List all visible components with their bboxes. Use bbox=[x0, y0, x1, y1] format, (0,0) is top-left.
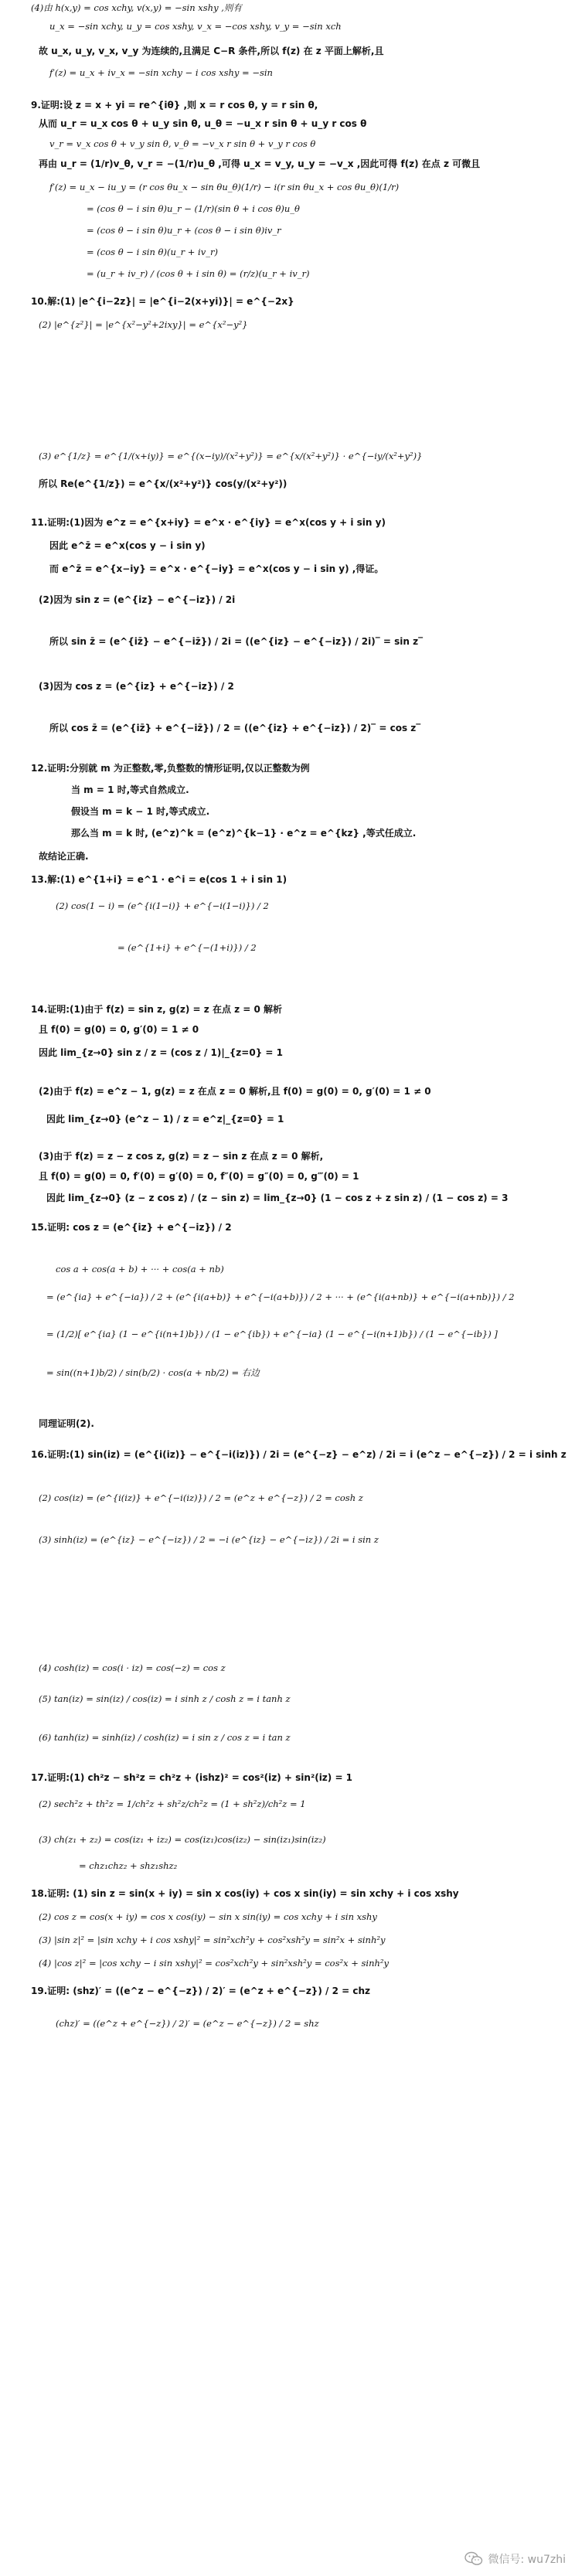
text-line: (2) cos(1 − i) = (e^{i(1−i)} + e^{−i(1−i)}) / 2 bbox=[56, 900, 269, 911]
text-line: 12.证明:分别就 m 为正整数,零,负整数的情形证明,仅以正整数为例 bbox=[31, 763, 310, 774]
text-line: 因此 lim_{z→0} (z − z cos z) / (z − sin z) = lim_{z→0} (1 − cos z + z sin z) / (1 − cos z) = 3 bbox=[46, 1193, 509, 1203]
text-line: (4) cosh(iz) = cos(i · iz) = cos(−z) = cos z bbox=[39, 1662, 226, 1673]
text-line: = (cos θ − i sin θ)u_r + (cos θ − i sin θ)iv_r bbox=[87, 225, 281, 236]
text-line: 同理证明(2). bbox=[39, 1418, 94, 1429]
text-line: (3)因为 cos z = (e^{iz} + e^{−iz}) / 2 bbox=[39, 681, 234, 692]
text-line: 15.证明: cos z = (e^{iz} + e^{−iz}) / 2 bbox=[31, 1222, 232, 1233]
text-line: 所以 sin z̄ = (e^{iz̄} − e^{−iz̄}) / 2i = ((e^{iz} − e^{−iz}) / 2i)‾ = sin z‾ bbox=[49, 636, 424, 647]
text-line: (2) cos z = cos(x + iy) = cos x cos(iy) − sin x sin(iy) = cos xchy + i sin xshy bbox=[39, 1911, 377, 1922]
text-line: 因此 lim_{z→0} sin z / z = (cos z / 1)|_{z=0} = 1 bbox=[39, 1047, 283, 1058]
text-line: 而 e^z̄ = e^{x−iy} = e^x · e^{−iy} = e^x(cos y − i sin y) ,得证。 bbox=[49, 563, 384, 574]
text-line: 18.证明: (1) sin z = sin(x + iy) = sin x cos(iy) + cos x sin(iy) = sin xchy + i cos xshy bbox=[31, 1888, 459, 1899]
text-line: 11.证明:(1)因为 e^z = e^{x+iy} = e^x · e^{iy} = e^x(cos y + i sin y) bbox=[31, 517, 386, 528]
watermark bbox=[464, 2551, 566, 2567]
text-line: 14.证明:(1)由于 f(z) = sin z, g(z) = z 在点 z = 0 解析 bbox=[31, 1004, 283, 1015]
text-line: 10.解:(1) |e^{i−2z}| = |e^{i−2(x+yi)}| = e^{−2x} bbox=[31, 296, 294, 307]
text-line: 所以 Re(e^{1/z}) = e^{x/(x²+y²)} cos(y/(x²+y²)) bbox=[39, 478, 288, 489]
text-line: (2)由于 f(z) = e^z − 1, g(z) = z 在点 z = 0 解析,且 f(0) = g(0) = 0, g′(0) = 1 ≠ 0 bbox=[39, 1086, 431, 1097]
text-line: (3) |sin z|² = |sin xchy + i cos xshy|² = sin²xch²y + cos²xsh²y = sin²x + sinh²y bbox=[39, 1935, 386, 1945]
text-line: 假设当 m = k − 1 时,等式成立. bbox=[71, 806, 210, 817]
text-line: (4)由 h(x,y) = cos xchy, v(x,y) = −sin xshy ,则有 bbox=[31, 2, 242, 13]
text-line: 17.证明:(1) ch²z − sh²z = ch²z + (ishz)² = cos²(iz) + sin²(iz) = 1 bbox=[31, 1772, 353, 1783]
text-line: (5) tan(iz) = sin(iz) / cos(iz) = i sinh z / cosh z = i tanh z bbox=[39, 1693, 291, 1704]
text-line: 故 u_x, u_y, v_x, v_y 为连续的,且满足 C−R 条件,所以 f(z) 在 z 平面上解析,且 bbox=[39, 46, 384, 56]
text-line: 因此 e^z̄ = e^x(cos y − i sin y) bbox=[49, 540, 206, 551]
text-line: 且 f(0) = g(0) = 0, g′(0) = 1 ≠ 0 bbox=[39, 1024, 199, 1035]
text-line: 9.证明:设 z = x + yi = re^{iθ} ,则 x = r cos θ, y = r sin θ, bbox=[31, 100, 318, 111]
text-line: (6) tanh(iz) = sinh(iz) / cosh(iz) = i sin z / cos z = i tan z bbox=[39, 1732, 291, 1743]
text-line: 13.解:(1) e^{1+i} = e^1 · e^i = e(cos 1 + i sin 1) bbox=[31, 874, 288, 885]
text-line: = (e^{ia} + e^{−ia}) / 2 + (e^{i(a+b)} + e^{−i(a+b)}) / 2 + ··· + (e^{i(a+nb)} + e^{−i(a+nb)}) / 2 bbox=[46, 1291, 515, 1302]
text-line: (3) e^{1/z} = e^{1/(x+iy)} = e^{(x−iy)/(x²+y²)} = e^{x/(x²+y²)} · e^{−iy/(x²+y²)} bbox=[39, 451, 423, 461]
text-line: (2) sech²z + th²z = 1/ch²z + sh²z/ch²z = (1 + sh²z)/ch²z = 1 bbox=[39, 1798, 306, 1809]
text-line: v_r = v_x cos θ + v_y sin θ, v_θ = −v_x r sin θ + v_y r cos θ bbox=[49, 138, 316, 149]
text-line: (3) sinh(iz) = (e^{iz} − e^{−iz}) / 2 = −i (e^{iz} − e^{−iz}) / 2i = i sin z bbox=[39, 1534, 379, 1545]
text-line: = (cos θ − i sin θ)u_r − (1/r)(sin θ + i cos θ)u_θ bbox=[87, 203, 300, 214]
text-line: 当 m = 1 时,等式自然成立. bbox=[71, 784, 189, 795]
text-line: u_x = −sin xchy, u_y = cos xshy, v_x = −cos xshy, v_y = −sin xch bbox=[49, 21, 342, 32]
text-line: = (1/2)[ e^{ia} (1 − e^{i(n+1)b}) / (1 − e^{ib}) + e^{−ia} (1 − e^{−i(n+1)b}) / (1 − e^{−ib}) ] bbox=[46, 1329, 498, 1339]
text-line: 所以 cos z̄ = (e^{iz̄} + e^{−iz̄}) / 2 = ((e^{iz} + e^{−iz}) / 2)‾ = cos z‾ bbox=[49, 723, 421, 733]
text-line: 故结论正确. bbox=[39, 851, 89, 862]
text-line: (chz)′ = ((e^z + e^{−z}) / 2)′ = (e^z − e^{−z}) / 2 = shz bbox=[56, 2018, 319, 2029]
text-line: = chz₁chz₂ + shz₁shz₂ bbox=[79, 1860, 178, 1871]
text-line: 且 f(0) = g(0) = 0, f′(0) = g′(0) = 0, f″(0) = g″(0) = 0, g‴(0) = 1 bbox=[39, 1171, 359, 1182]
text-line: f′(z) = u_x − iu_y = (r cos θu_x − sin θu_θ)(1/r) − i(r sin θu_x + cos θu_θ)(1/r) bbox=[49, 182, 400, 192]
text-line: = (cos θ − i sin θ)(u_r + iv_r) bbox=[87, 247, 218, 257]
text-line: = sin((n+1)b/2) / sin(b/2) · cos(a + nb/2) = 右边 bbox=[46, 1367, 260, 1378]
text-line: (3)由于 f(z) = z − z cos z, g(z) = z − sin z 在点 z = 0 解析, bbox=[39, 1151, 324, 1162]
wechat-icon bbox=[464, 2551, 483, 2567]
text-line: 再由 u_r = (1/r)v_θ, v_r = −(1/r)u_θ ,可得 u_x = v_y, u_y = −v_x ,因此可得 f(z) 在点 z 可微且 bbox=[39, 158, 481, 169]
text-line: (2) |e^{z²}| = |e^{x²−y²+2ixy}| = e^{x²−y²} bbox=[39, 319, 248, 330]
text-line: (4) |cos z|² = |cos xchy − i sin xshy|² = cos²xch²y + sin²xsh²y = cos²x + sinh²y bbox=[39, 1958, 390, 1969]
text-line: 19.证明: (shz)′ = ((e^z − e^{−z}) / 2)′ = (e^z + e^{−z}) / 2 = chz bbox=[31, 1986, 370, 1996]
text-line: f′(z) = u_x + iv_x = −sin xchy − i cos xshy = −sin bbox=[49, 67, 273, 78]
text-line: (3) ch(z₁ + z₂) = cos(iz₁ + iz₂) = cos(iz₁)cos(iz₂) − sin(iz₁)sin(iz₂) bbox=[39, 1834, 326, 1845]
text-line: (2) cos(iz) = (e^{i(iz)} + e^{−i(iz)}) / 2 = (e^z + e^{−z}) / 2 = cosh z bbox=[39, 1492, 363, 1503]
text-line: 因此 lim_{z→0} (e^z − 1) / z = e^z|_{z=0} = 1 bbox=[46, 1114, 284, 1125]
text-line: 从而 u_r = u_x cos θ + u_y sin θ, u_θ = −u_x r sin θ + u_y r cos θ bbox=[39, 118, 367, 129]
text-line: cos a + cos(a + b) + ··· + cos(a + nb) bbox=[56, 1264, 224, 1274]
text-line: 16.证明:(1) sin(iz) = (e^{i(iz)} − e^{−i(iz)}) / 2i = (e^{−z} − e^z) / 2i = i (e^z − e^{−z}) / 2 = i sinh z bbox=[31, 1449, 566, 1460]
text-line: = (u_r + iv_r) / (cos θ + i sin θ) = (r/z)(u_r + iv_r) bbox=[87, 268, 310, 279]
text-line: = (e^{1+i} + e^{−(1+i)}) / 2 bbox=[117, 942, 257, 953]
text-line: (2)因为 sin z = (e^{iz} − e^{−iz}) / 2i bbox=[39, 594, 236, 605]
text-line: 那么当 m = k 时, (e^z)^k = (e^z)^{k−1} · e^z = e^{kz} ,等式任成立. bbox=[71, 828, 417, 839]
watermark-label: 微信号: wu7zhi bbox=[488, 2554, 566, 2566]
